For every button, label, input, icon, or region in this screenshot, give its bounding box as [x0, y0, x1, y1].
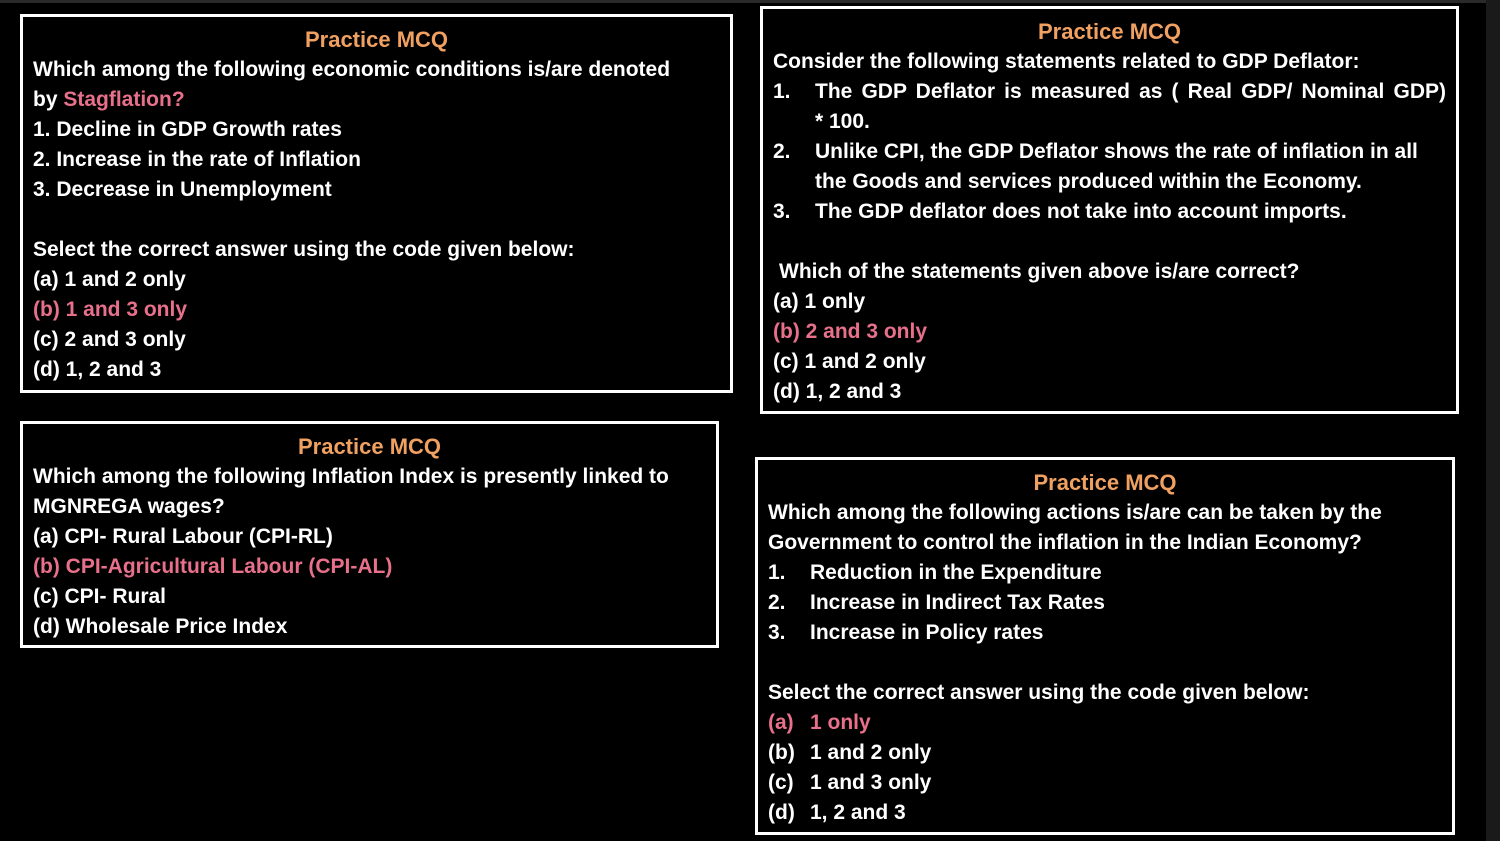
- statement-text: * 100.: [815, 110, 870, 133]
- option-text: 1, 2 and 3: [810, 801, 906, 824]
- option-key: (a): [768, 711, 794, 734]
- option-c: (c) CPI- Rural: [33, 585, 167, 608]
- option-d: (d) 1, 2 and 3: [33, 358, 162, 381]
- statement-item: [768, 558, 1442, 588]
- mcq-card-stagflation: [20, 14, 733, 393]
- statement-item: [773, 197, 1446, 227]
- question-text: Which of the statements given above is/are correct?: [779, 260, 1300, 283]
- statement-text: The GDP Deflator is measured as ( Real GDP/ Nominal GDP): [815, 80, 1446, 103]
- option-b: [768, 738, 1442, 768]
- option-c: (c) 1 and 2 only: [773, 350, 926, 373]
- question-text-continued: Government to control the inflation in the Indian Economy?: [768, 531, 1362, 554]
- option-key: (c): [768, 771, 794, 794]
- mcq-card-mgnrega: [20, 421, 719, 648]
- instruction-text: Select the correct answer using the code given below:: [33, 238, 575, 261]
- statement-number: 3.: [768, 621, 786, 644]
- top-edge: [0, 0, 1500, 3]
- statement-item-continued: [773, 167, 1446, 197]
- option-d: (d) Wholesale Price Index: [33, 615, 288, 638]
- option-b-correct: (b) CPI-Agricultural Labour (CPI-AL): [33, 555, 393, 578]
- option-d: [768, 798, 1442, 828]
- statement-number: 3.: [773, 200, 791, 223]
- option-a-correct: [768, 708, 1442, 738]
- question-text-continued: [33, 85, 720, 115]
- statement-item: 2. Increase in the rate of Inflation: [33, 148, 361, 171]
- option-text: 1 and 3 only: [810, 771, 932, 794]
- option-c: [768, 768, 1442, 798]
- option-a: (a) 1 only: [773, 290, 866, 313]
- instruction-text: Select the correct answer using the code given below:: [768, 681, 1310, 704]
- statement-item: [773, 77, 1446, 107]
- option-d: (d) 1, 2 and 3: [773, 380, 902, 403]
- right-scroll-edge: [1486, 0, 1500, 841]
- option-a: (a) 1 and 2 only: [33, 268, 186, 291]
- card-title: Practice MCQ: [1037, 19, 1182, 44]
- statement-item-continued: [773, 107, 1446, 137]
- statement-item: [768, 588, 1442, 618]
- card-title: Practice MCQ: [304, 27, 449, 52]
- option-key: (b): [768, 741, 795, 764]
- statement-text: Increase in Indirect Tax Rates: [810, 591, 1105, 614]
- option-c: (c) 2 and 3 only: [33, 328, 186, 351]
- statement-text: The GDP deflator does not take into account imports.: [815, 200, 1347, 223]
- question-text: Which among the following Inflation Index is presently linked to: [33, 465, 669, 488]
- statement-item: 1. Decline in GDP Growth rates: [33, 118, 342, 141]
- statement-text: Unlike CPI, the GDP Deflator shows the rate of inflation in all: [815, 140, 1418, 163]
- statement-item: [773, 137, 1446, 167]
- mcq-card-inflation-control: [755, 457, 1455, 835]
- option-a: (a) CPI- Rural Labour (CPI-RL): [33, 525, 333, 548]
- statement-item: [768, 618, 1442, 648]
- mcq-card-gdp-deflator: [760, 6, 1459, 414]
- statement-text: the Goods and services produced within the Economy.: [815, 170, 1362, 193]
- statement-number: 2.: [768, 591, 786, 614]
- option-text: 1 and 2 only: [810, 741, 932, 764]
- statement-item: 3. Decrease in Unemployment: [33, 178, 332, 201]
- question-text: Which among the following economic conditions is/are denoted: [33, 58, 671, 81]
- statement-text: Reduction in the Expenditure: [810, 561, 1102, 584]
- question-intro: Consider the following statements related to GDP Deflator:: [773, 50, 1360, 73]
- question-by: by: [33, 88, 64, 111]
- option-b-correct: (b) 1 and 3 only: [33, 298, 188, 321]
- statement-number: 1.: [773, 80, 791, 103]
- option-text: 1 only: [810, 711, 871, 734]
- card-title: Practice MCQ: [297, 434, 442, 459]
- question-text: Which among the following actions is/are can be taken by the: [768, 501, 1382, 524]
- option-key: (d): [768, 801, 795, 824]
- statement-number: 2.: [773, 140, 791, 163]
- question-text-continued: MGNREGA wages?: [33, 495, 225, 518]
- statement-text: Increase in Policy rates: [810, 621, 1044, 644]
- statement-number: 1.: [768, 561, 786, 584]
- option-b-correct: (b) 2 and 3 only: [773, 320, 928, 343]
- question-highlight: Stagflation?: [63, 88, 185, 111]
- card-title: Practice MCQ: [1033, 470, 1177, 495]
